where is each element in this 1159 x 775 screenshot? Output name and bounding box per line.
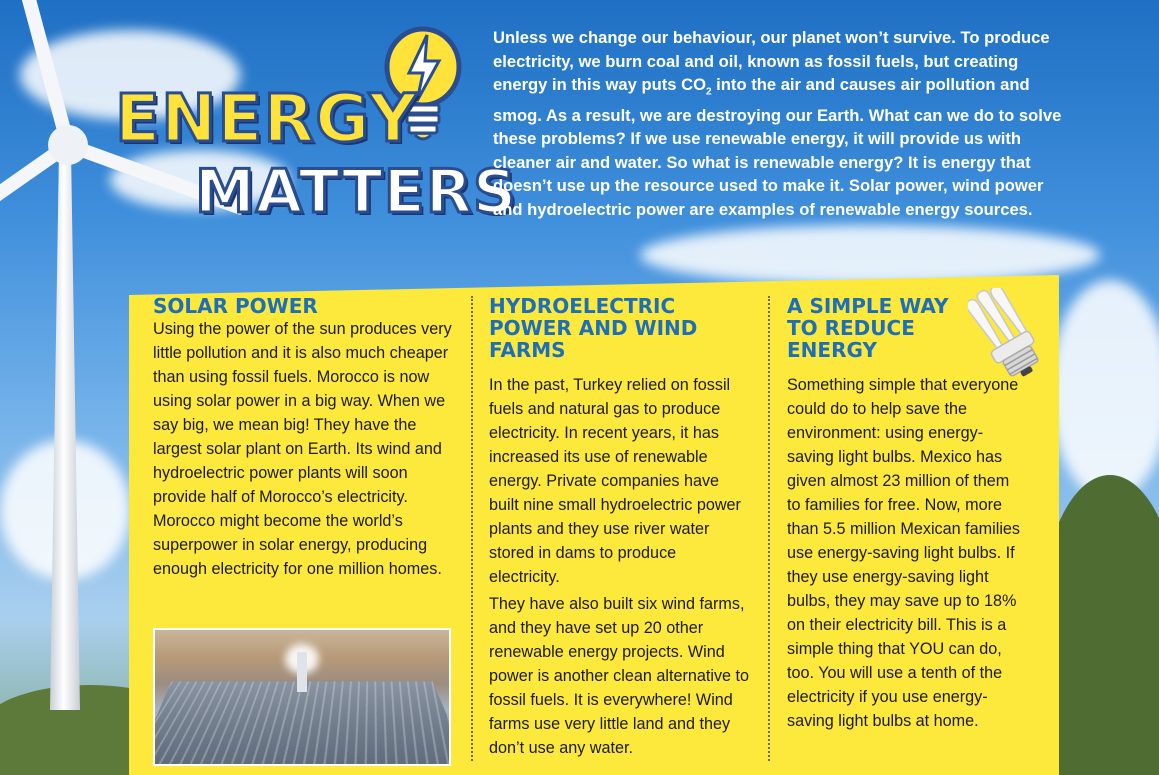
column-divider: [471, 296, 473, 761]
solar-panel-field: [153, 682, 451, 766]
hydro-wind-column: [489, 295, 751, 760]
intro-paragraph: [493, 26, 1073, 221]
intro-text-part2: into the air and causes air pollution and smog. As a result, we are destroying our Earth. What can we do to solve these problems? If we use renewable energy, it will provide us with cleaner air and water. So what is renewable energy? It is energy that doesn’t use up the resource used to make it. Solar power, wind power and hydroelectric power are examples of renewable energy sources.: [493, 75, 1062, 219]
solar-power-heading: SOLAR POWER: [153, 294, 318, 318]
cfl-bulb-icon: [968, 288, 1043, 393]
hydro-wind-body-2: They have also built six wind farms, and they have set up 20 other renewable energy projects. Wind power is another clean alternative to fossil fuels. It is everywhere! Wind farms use very little land and they don’t use any water.: [489, 595, 750, 757]
solar-tower: [297, 652, 307, 692]
column-divider: [768, 296, 770, 761]
cloud: [1050, 280, 1159, 500]
title-matters: MATTERS: [195, 157, 518, 227]
solar-power-column: [153, 295, 453, 581]
solar-plant-photo: [153, 628, 451, 766]
simple-way-body: Something simple that everyone could do to help save the environment: using energy-saving light bulbs. Mexico has given almost 23 million of them to families for free. Now, more than 5.5 million Mexican families use energy-saving light bulbs. If they use energy-saving light bulbs, they may save up to 18% on their electricity bill. This is a simple thing that YOU can do, too. You will use a tenth of the electricity if you use energy-saving light bulbs at home.: [787, 376, 1021, 730]
co2-subscript: 2: [706, 86, 712, 98]
solar-power-body: Using the power of the sun produces very little pollution and it is also much cheaper than using fossil fuels. Morocco is now using solar power in a big way. When we say big, we mean big! They have the largest solar plant on Earth. Its wind and hydroelectric power plants will soon provide half of Morocco’s electricity. Morocco might become the world’s superpower in solar energy, producing enough electricity for one million homes.: [153, 320, 452, 578]
hydro-wind-body-1: In the past, Turkey relied on fossil fuels and natural gas to produce electricity. In recent years, it has increased its use of renewable energy. Private companies have built nine small hydroelectric power plants and they use river water stored in dams to produce electricity.: [489, 376, 741, 586]
turbine-tower: [50, 150, 80, 710]
title-energy: ENERGY: [115, 80, 418, 157]
intro-text-part1: Unless we change our behaviour, our planet won’t survive. To produce electricity, we burn coal and oil, known as fossil fuels, but creating energy in this way puts CO: [493, 28, 1050, 94]
hydro-wind-heading: HYDROELECTRIC POWER AND WIND FARMS: [489, 294, 698, 362]
title-block: [115, 25, 518, 227]
simple-way-heading: A SIMPLE WAY TO REDUCE ENERGY: [787, 294, 949, 362]
turbine-hub: [48, 125, 88, 165]
